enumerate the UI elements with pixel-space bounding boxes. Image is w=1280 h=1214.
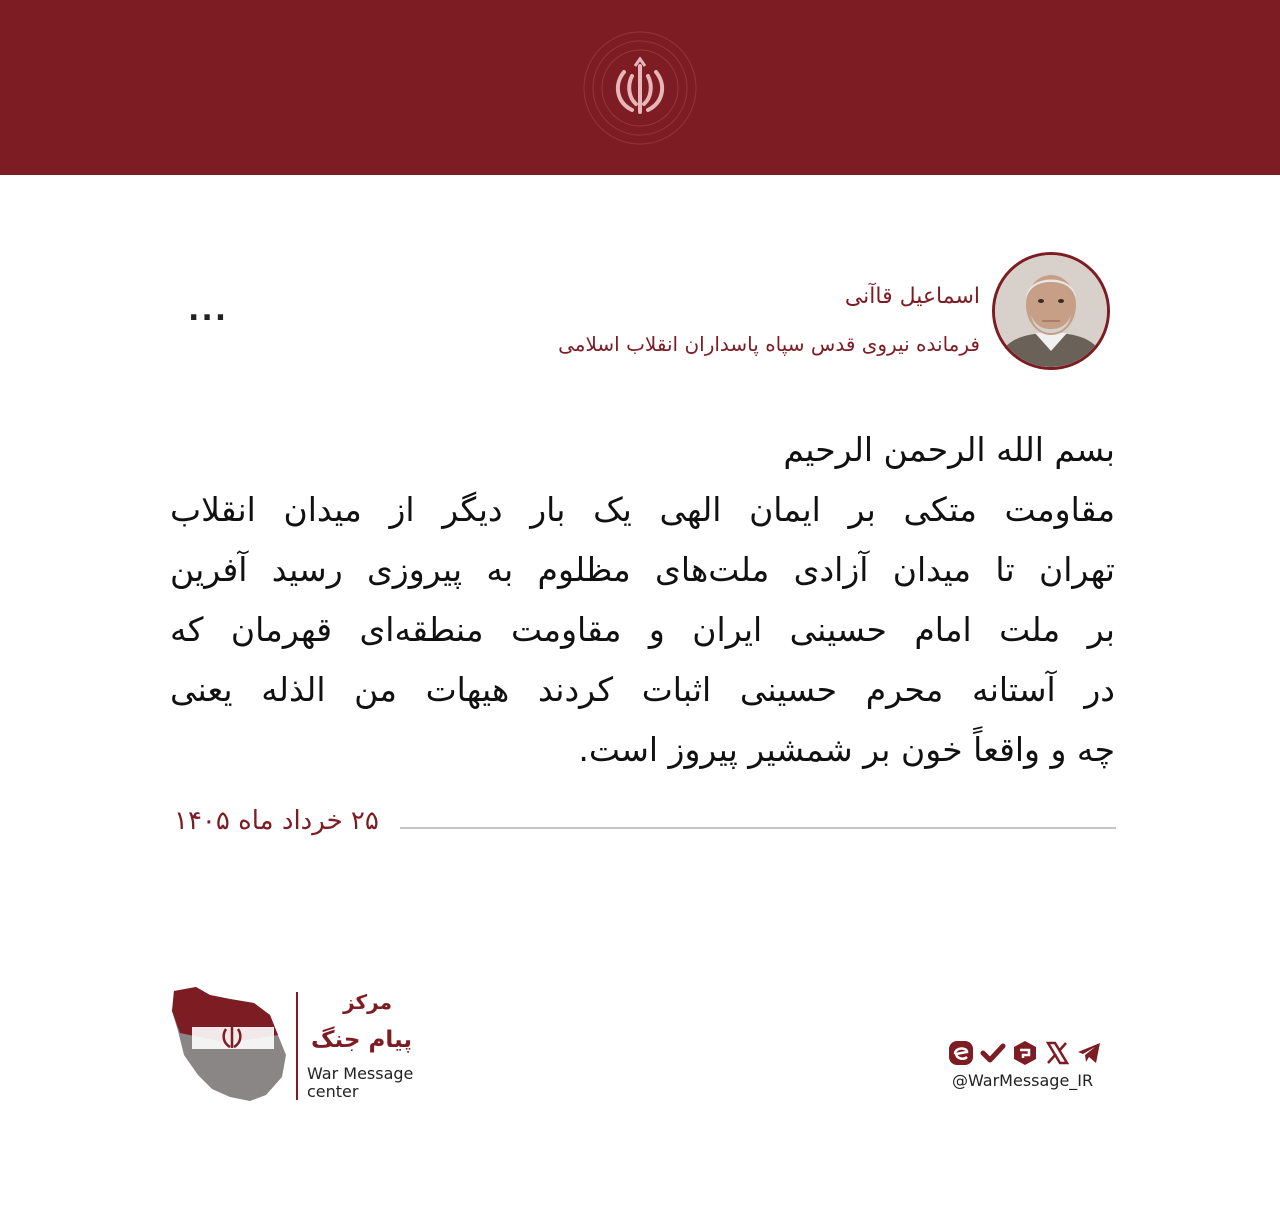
author-title: فرمانده نیروی قدس سپاه پاسداران انقلاب اسلامی <box>558 332 980 356</box>
eitaa-icon[interactable] <box>948 1040 974 1066</box>
divider <box>400 827 1116 829</box>
statement-line: بسم الله الرحمن الرحیم <box>783 430 1115 469</box>
logo-text-en: center <box>307 1082 359 1101</box>
telegram-icon[interactable] <box>1076 1040 1102 1066</box>
logo-text-en: War Message <box>307 1064 414 1083</box>
logo-text-fa: پیام جنگ <box>310 1027 412 1053</box>
avatar <box>992 252 1110 370</box>
logo-divider <box>296 992 298 1100</box>
date-row <box>170 806 1116 846</box>
header-banner <box>0 0 1280 175</box>
statement-line: مقاومت متکی بر ایمان الهی یک بار دیگر از میدان انقلاب <box>170 490 1115 529</box>
rubika-icon[interactable] <box>1012 1040 1038 1066</box>
check-icon[interactable] <box>980 1040 1006 1066</box>
x-icon[interactable] <box>1044 1040 1070 1066</box>
iran-map-logo-icon <box>170 985 290 1105</box>
author-name: اسماعیل قاآنی <box>844 284 980 309</box>
statement-line: تهران تا میدان آزادی ملت‌های مظلوم به پیروزی رسید آفرین <box>170 550 1115 589</box>
statement-line: چه و واقعاً خون بر شمشیر پیروز است. <box>578 730 1115 769</box>
statement-line: بر ملت امام حسینی ایران و مقاومت منطقه‌ای قهرمان که <box>170 610 1115 649</box>
statement-date: ۲۵ خرداد ماه ۱۴۰۵ <box>174 806 379 836</box>
social-icons <box>948 1040 1102 1068</box>
statement-line: در آستانه محرم حسینی اثبات کردند هیهات من الذله یعنی <box>170 670 1115 709</box>
logo-text-fa: مرکز <box>343 990 392 1014</box>
social-handle[interactable]: @WarMessage_IR <box>952 1071 1094 1090</box>
more-options-button[interactable]: ... <box>188 293 229 328</box>
iran-emblem-icon <box>580 28 700 148</box>
statement-text <box>170 420 1115 780</box>
